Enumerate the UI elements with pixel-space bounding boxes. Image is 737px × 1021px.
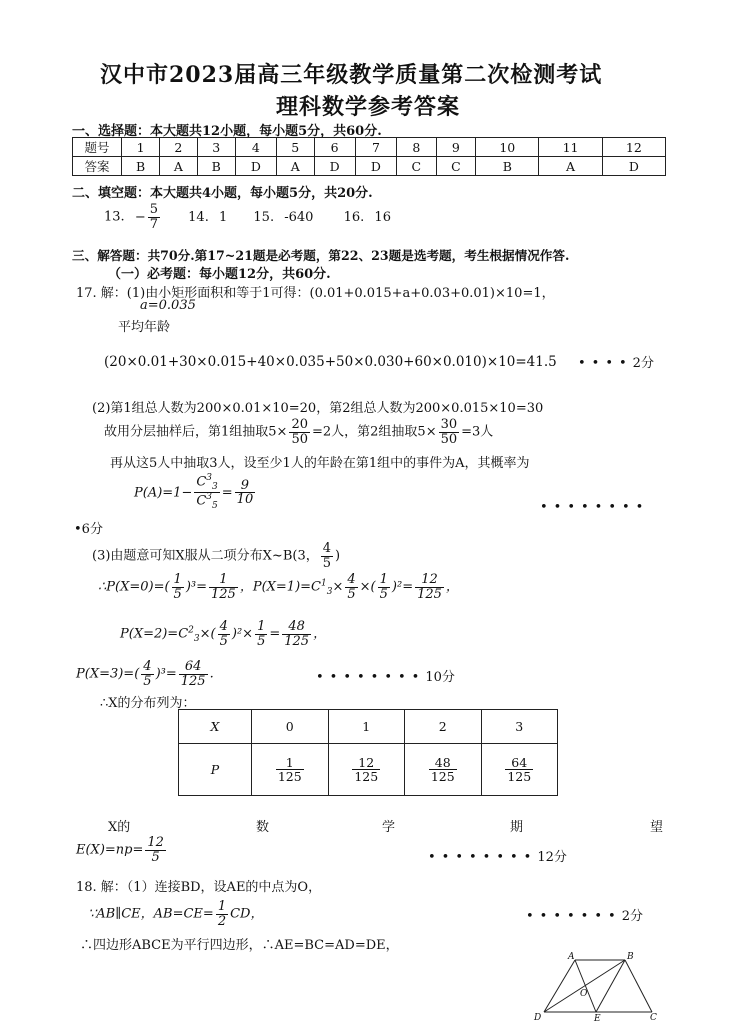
label-b: B (627, 952, 634, 962)
table-cell: X (179, 710, 252, 744)
p17-line12: P(X=3)=( $\frac{4}{5}$ )³= $\frac{64}{125}$ . (76, 659, 214, 689)
table-row-label: 题号 (73, 138, 122, 157)
table-cell: 1 (328, 710, 405, 744)
table-cell: B (476, 157, 539, 176)
table-cell: 6 (314, 138, 355, 157)
table-cell: 1 (122, 138, 160, 157)
table-cell: D (235, 157, 276, 176)
p17-line3: 平均年龄 (118, 320, 171, 335)
edge-ae (575, 960, 596, 1012)
section-solve-heading: 三、解答题：共70分.第17~21题是必考题，第22、23题是选考题，考生根据情况作答. (72, 248, 570, 263)
p17-line10: ∴P(X=0)=( $\frac{1}{5}$ )³= $\frac{1}{125}$ ，$P(X=1)=C^1_3\times$ $\frac{4}{5}$ ×( $\frac{1}{5}$ )²= $\frac{12}{125}$ ， (98, 572, 459, 602)
table-cell: 7 (355, 138, 396, 157)
table-cell: C (436, 157, 476, 176)
table-cell: D (602, 157, 665, 176)
table-cell: 8 (397, 138, 437, 157)
table-cell: P (179, 744, 252, 796)
q14-answer: 1 (218, 209, 228, 225)
q13-fraction: $\frac{5}{7}$ (149, 202, 159, 232)
exp-word-5: 望 (650, 820, 664, 835)
edge-da (544, 960, 575, 1012)
dist-caption: ∴X的分布列为： (100, 696, 196, 711)
p17-line1: 17. 解：(1)由小矩形面积和等于1可得：(0.01+0.015+a+0.03+0.01)×10=1， (76, 286, 555, 301)
p18-line1: 18. 解：（1）连接BD，设AE的中点为O， (76, 880, 322, 895)
section-required-heading: （一）必考题：每小题12分，共60分. (108, 267, 331, 282)
exp-word-2: 数 (256, 820, 270, 835)
p17-line9: (3)由题意可知X服从二项分布X~B(3， $\frac{4}{5}$ ) (92, 541, 341, 571)
table-cell: 0 (252, 710, 329, 744)
edge-bc (625, 960, 652, 1012)
table-row-label: 答案 (73, 157, 122, 176)
q16-answer: 16 (374, 209, 391, 225)
q16-label: 16. (343, 209, 365, 225)
table-row-answers (73, 157, 666, 176)
table-row (179, 744, 558, 796)
score-6: •6分 (74, 522, 103, 537)
section-fill-heading: 二、填空题：本大题共4小题，每小题5分，共20分. (72, 186, 373, 201)
p17-line2: a=0.035 (140, 298, 196, 313)
label-o: O (580, 989, 588, 999)
parallelogram-figure (530, 950, 660, 1021)
q15-answer: -640 (284, 209, 314, 225)
table-cell: C (397, 157, 437, 176)
page-title: 汉中市2023届高三年级教学质量第二次检测考试 (100, 62, 603, 88)
table-cell: 2 (160, 138, 198, 157)
table-row (179, 710, 558, 744)
expectation-formula: E(X)=np= $\frac{12}{5}$ (76, 835, 164, 865)
score-2: ••••2分 (578, 356, 654, 371)
label-a: A (568, 952, 575, 962)
p17-line4: (20×0.01+30×0.015+40×0.035+50×0.030+60×0.010)×10=41.5 (104, 354, 557, 370)
p18-line2: ∵AB∥CE，AB=CE= $\frac{1}{2}$ CD， (88, 899, 264, 929)
label-d: D (534, 1013, 542, 1021)
table-cell: B (122, 157, 160, 176)
table-cell: 3 (197, 138, 235, 157)
table-cell: 4 (235, 138, 276, 157)
p17-line5: (2)第1组总人数为200×0.01×10=20，第2组总人数为200×0.015×10=30 (92, 401, 544, 416)
label-e: E (594, 1014, 601, 1021)
label-c: C (650, 1013, 657, 1021)
q14-label: 14. (188, 209, 209, 225)
answer-table (72, 137, 666, 176)
fill-answers (104, 203, 391, 231)
table-cell: 2 (405, 710, 482, 744)
table-cell: D (314, 157, 355, 176)
table-cell: $\frac{48}{125}$ (405, 744, 482, 796)
exp-word-4: 期 (510, 820, 524, 835)
table-row-numbers (73, 138, 666, 157)
table-cell: A (277, 157, 315, 176)
score-12: ••••••••12分 (428, 850, 567, 865)
score-10: ••••••••10分 (316, 670, 455, 685)
q13-label: 13. (104, 209, 125, 225)
q15-label: 15. (253, 209, 275, 225)
score-6-dots: •••••••• (540, 500, 650, 515)
table-cell: D (355, 157, 396, 176)
table-cell: 3 (481, 710, 558, 744)
table-cell: 12 (602, 138, 665, 157)
p17-line7: 再从这5人中抽取3人，设至少1人的年龄在第1组中的事件为A，其概率为 (110, 456, 530, 471)
edge-be (596, 960, 625, 1012)
table-cell: $\frac{1}{125}$ (252, 744, 329, 796)
p17-line6: 故用分层抽样后，第1组抽取5× $\frac{20}{50}$ =2人，第2组抽取5× $\frac{30}{50}$ =3人 (104, 417, 494, 447)
distribution-table (178, 709, 558, 796)
edge-bd (544, 960, 625, 1012)
page-subtitle: 理科数学参考答案 (276, 94, 461, 120)
table-cell: A (160, 157, 198, 176)
exp-word-3: 学 (382, 820, 396, 835)
table-cell: 11 (539, 138, 602, 157)
exp-word-1: X的 (108, 820, 131, 835)
score-p18-2: •••••••2分 (526, 909, 643, 924)
table-cell: 10 (476, 138, 539, 157)
q13-sign: − (134, 209, 146, 225)
table-cell: $\frac{64}{125}$ (481, 744, 558, 796)
p17-line8: P(A)=1− $\frac{C^3_3}{C^3_5}$ = $\frac{9}{10}$ (134, 473, 254, 512)
table-cell: 5 (277, 138, 315, 157)
table-cell: $\frac{12}{125}$ (328, 744, 405, 796)
p17-line11: $P(X=2)=C^2_3\times$( $\frac{4}{5}$ )²× $\frac{1}{5}$ = $\frac{48}{125}$ ， (120, 619, 327, 649)
table-cell: A (539, 157, 602, 176)
table-cell: 9 (436, 138, 476, 157)
p18-line3: ∴四边形ABCE为平行四边形，∴AE=BC=AD=DE， (80, 938, 399, 953)
table-cell: B (197, 157, 235, 176)
section-choice-heading: 一、选择题：本大题共12小题，每小题5分，共60分. (72, 124, 382, 139)
